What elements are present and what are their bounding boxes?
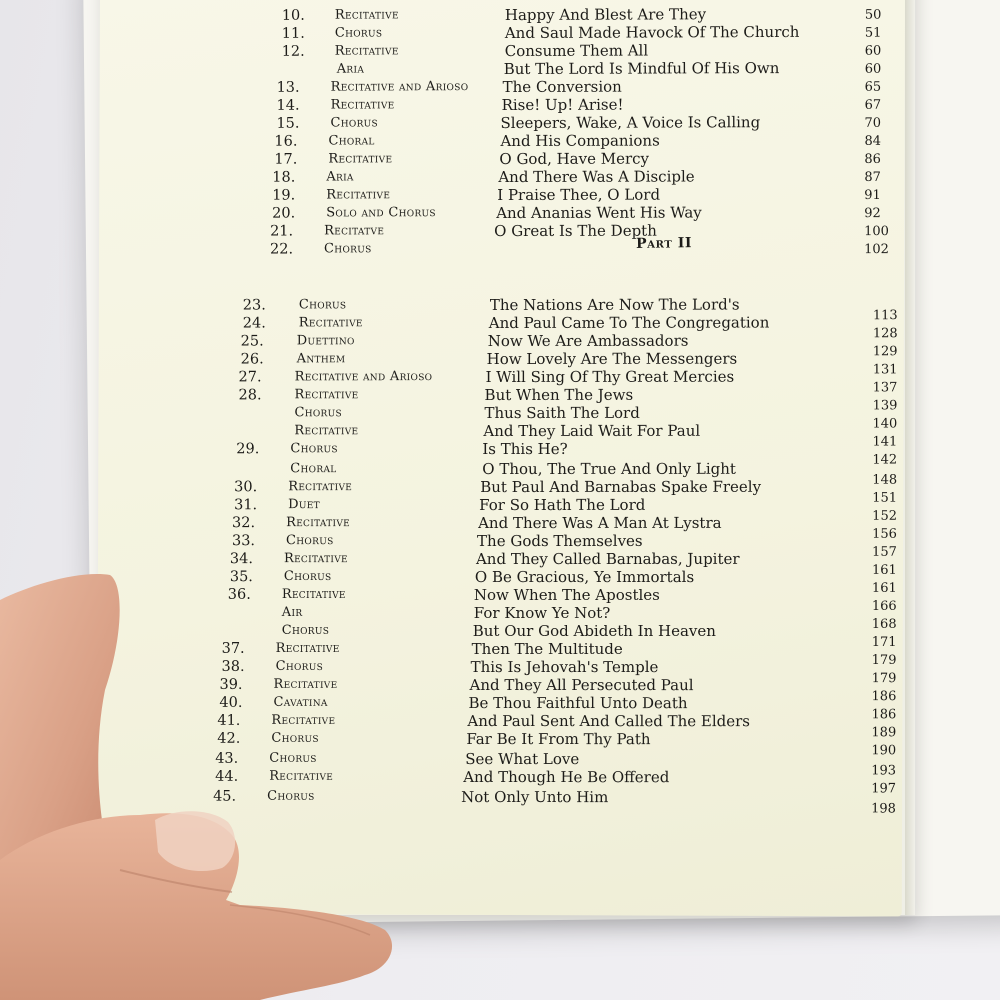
entry-number: 26. (240, 351, 264, 368)
entry-page-number: 139 (872, 398, 898, 414)
entry-number: 40. (219, 694, 243, 711)
entry-number: 12. (281, 43, 305, 60)
entry-page-number: 171 (871, 635, 897, 651)
entry-page-number: 60 (864, 61, 882, 77)
entry-title: But Paul And Barnabas Spake Freely (480, 477, 762, 497)
entry-form: Recitative (294, 387, 359, 403)
book-page (97, 0, 905, 916)
entry-page-number: 70 (864, 115, 882, 131)
toc-entry (98, 439, 903, 468)
entry-title: Sleepers, Wake, A Voice Is Calling (500, 113, 761, 133)
entry-number: 19. (272, 187, 296, 204)
entry-number: 29. (236, 441, 260, 458)
entry-title: And Paul Came To The Congregation (488, 313, 770, 333)
entry-page-number: 87 (864, 169, 881, 186)
entry-number: 16. (274, 133, 298, 150)
entry-title: Now When The Apostles (473, 585, 660, 605)
entry-number: 41. (217, 712, 241, 729)
entry-form: Choral (290, 461, 337, 477)
entry-title: O Great Is The Depth (494, 221, 657, 241)
entry-form: Recitative and Arioso (330, 79, 469, 95)
entry-form: Recitative (275, 640, 340, 656)
entry-number: 44. (215, 768, 239, 785)
entry-number: 30. (234, 479, 258, 496)
entry-page-number: 67 (864, 97, 882, 113)
part-ii-heading: Part II (635, 235, 693, 252)
entry-title: And Though He Be Offered (463, 767, 670, 787)
entry-title: Then The Multitude (471, 639, 623, 659)
entry-title: And His Companions (500, 131, 660, 151)
book-spine-edge (905, 0, 915, 915)
entry-page-number: 84 (864, 133, 882, 149)
entry-form: Chorus (334, 25, 383, 41)
entry-form: Recitative (283, 551, 348, 567)
entry-form: Chorus (267, 788, 315, 804)
entry-form: Chorus (294, 405, 343, 421)
entry-form: Chorus (271, 730, 319, 746)
entry-title: Be Thou Faithful Unto Death (468, 693, 688, 713)
entry-title: Consume Them All (504, 41, 649, 60)
entry-title: And They All Persecuted Paul (469, 675, 694, 695)
entry-page-number: 179 (871, 653, 897, 669)
entry-page-number: 193 (871, 763, 897, 779)
entry-number: 39. (219, 676, 243, 693)
entry-title: And There Was A Disciple (498, 167, 695, 187)
entry-title: For Know Ye Not? (473, 603, 611, 622)
entry-page-number: 197 (871, 781, 897, 797)
entry-form: Chorus (324, 241, 372, 257)
entry-number: 42. (217, 730, 241, 747)
entry-title: O God, Have Mercy (499, 149, 650, 169)
entry-page-number: 161 (871, 562, 897, 578)
entry-title: I Will Sing Of Thy Great Mercies (485, 367, 735, 387)
entry-number: 23. (242, 297, 266, 314)
entry-number: 33. (231, 533, 256, 550)
entry-page-number: 113 (872, 308, 898, 324)
entry-number: 32. (232, 515, 256, 532)
entry-title: O Thou, The True And Only Light (482, 459, 736, 479)
entry-number: 37. (221, 640, 245, 657)
entry-form: Recitative (286, 515, 351, 531)
entry-page-number: 50 (864, 7, 882, 23)
entry-form: Chorus (286, 533, 334, 549)
entry-form: Recitative (326, 187, 391, 203)
entry-form: Anthem (296, 351, 346, 367)
entry-number: 24. (242, 315, 266, 332)
entry-title: O Be Gracious, Ye Immortals (474, 567, 695, 587)
entry-form: Recitative (281, 587, 346, 603)
entry-page-number: 166 (871, 598, 897, 614)
entry-page-number: 51 (864, 25, 882, 41)
entry-page-number: 156 (872, 526, 897, 542)
entry-form: Chorus (290, 441, 338, 457)
entry-number: 28. (238, 387, 262, 404)
entry-number: 36. (227, 587, 251, 604)
entry-form: Aria (326, 169, 354, 185)
entry-number: 31. (234, 497, 258, 514)
entry-page-number: 100 (864, 224, 889, 240)
entry-title: Far Be It From Thy Path (466, 729, 651, 749)
entry-form: Duettino (296, 333, 355, 349)
entry-page-number: 157 (872, 544, 897, 560)
entry-form: Recitative (298, 315, 363, 331)
entry-page-number: 189 (871, 725, 897, 741)
entry-number: 25. (240, 333, 264, 350)
entry-title: Not Only Unto Him (461, 787, 609, 807)
entry-title: The Conversion (502, 77, 622, 96)
entry-title: Happy And Blest Are They (504, 5, 707, 24)
entry-page-number: 92 (864, 206, 881, 222)
entry-number: 45. (213, 788, 237, 805)
entry-page-number: 151 (872, 490, 898, 506)
entry-title: Rise! Up! Arise! (501, 95, 624, 115)
entry-form: Recitative (328, 151, 393, 167)
entry-number: 38. (221, 658, 245, 675)
entry-number: 18. (272, 169, 296, 186)
entry-title: And They Laid Wait For Paul (483, 421, 701, 441)
entry-title: And There Was A Man At Lystra (478, 513, 722, 533)
entry-form: Recitative (330, 97, 395, 113)
toc-entry (97, 787, 902, 817)
entry-page-number: 179 (871, 671, 897, 687)
entry-page-number: 91 (864, 188, 881, 204)
entry-page-number: 190 (871, 743, 897, 759)
entry-title: And Ananias Went His Way (496, 203, 702, 223)
entry-title: Thus Saith The Lord (484, 403, 640, 423)
entry-page-number: 186 (871, 707, 897, 723)
entry-number: 34. (229, 551, 253, 568)
entry-form: Solo and Chorus (326, 205, 436, 221)
entry-page-number: 131 (872, 362, 898, 378)
entry-title: And Saul Made Havock Of The Church (504, 22, 800, 42)
entry-title: This Is Jehovah's Temple (470, 657, 659, 677)
entry-page-number: 141 (872, 434, 898, 450)
table-of-contents (97, 0, 905, 916)
entry-form: Recitative (288, 479, 353, 495)
entry-page-number: 102 (864, 242, 889, 258)
entry-form: Chorus (269, 750, 317, 766)
entry-title: Is This He? (482, 439, 568, 459)
entry-form: Chorus (281, 622, 330, 638)
entry-page-number: 142 (872, 452, 898, 468)
entry-page-number: 168 (871, 616, 897, 632)
entry-number: 17. (274, 151, 298, 168)
entry-page-number: 148 (872, 472, 898, 488)
entry-number: 14. (276, 97, 300, 114)
entry-form: Recitative (271, 712, 336, 728)
entry-page-number: 140 (872, 416, 898, 432)
entry-form: Recitative (334, 43, 399, 59)
entry-form: Recitative (273, 676, 338, 692)
entry-number: 27. (238, 369, 262, 386)
toc-entry (99, 239, 904, 261)
entry-title: I Praise Thee, O Lord (497, 185, 661, 205)
entry-form: Chorus (298, 297, 347, 313)
entry-form: Recitative (334, 7, 399, 23)
entry-form: Cavatina (273, 694, 328, 710)
entry-page-number: 161 (871, 580, 897, 596)
entry-page-number: 129 (872, 344, 898, 360)
entry-number: 11. (281, 25, 305, 42)
entry-number: 22. (269, 241, 294, 258)
entry-page-number: 186 (871, 689, 897, 705)
entry-form: Recitatve (324, 223, 385, 239)
entry-number: 35. (229, 569, 253, 586)
entry-form: Duet (288, 497, 320, 513)
entry-form: Chorus (275, 658, 324, 674)
entry-number: 43. (215, 750, 239, 767)
entry-title: But When The Jews (484, 385, 634, 405)
entry-form: Recitative and Arioso (294, 369, 433, 385)
entry-page-number: 198 (871, 801, 896, 817)
entry-number: 13. (276, 79, 300, 96)
entry-title: How Lovely Are The Messengers (486, 349, 738, 369)
entry-page-number: 60 (864, 43, 882, 59)
entry-form: Chorus (330, 115, 379, 131)
entry-form: Recitative (294, 423, 359, 439)
entry-title: See What Love (465, 749, 580, 769)
entry-title: The Nations Are Now The Lord's (489, 295, 740, 315)
entry-page-number: 86 (864, 151, 881, 167)
entry-form: Air (281, 605, 303, 621)
entry-title: But Our God Abideth In Heaven (472, 621, 716, 641)
entry-title: Now We Are Ambassadors (487, 331, 689, 351)
entry-form: Chorus (283, 569, 332, 585)
entry-page-number: 137 (872, 380, 898, 396)
entry-title: The Gods Themselves (477, 531, 643, 551)
entry-title: For So Hath The Lord (479, 495, 646, 515)
entry-number: 15. (276, 115, 300, 132)
entry-number: 10. (281, 7, 305, 24)
entry-title: And They Called Barnabas, Jupiter (475, 549, 740, 569)
entry-form: Aria (336, 61, 365, 77)
entry-title: But The Lord Is Mindful Of His Own (503, 59, 780, 78)
entry-title: And Paul Sent And Called The Elders (467, 711, 751, 731)
entry-page-number: 152 (872, 508, 898, 524)
entry-form: Recitative (269, 768, 334, 784)
entry-number: 21. (270, 223, 294, 240)
entry-page-number: 128 (872, 326, 898, 342)
entry-form: Choral (328, 133, 375, 149)
entry-page-number: 65 (864, 79, 882, 95)
entry-number: 20. (272, 205, 296, 222)
